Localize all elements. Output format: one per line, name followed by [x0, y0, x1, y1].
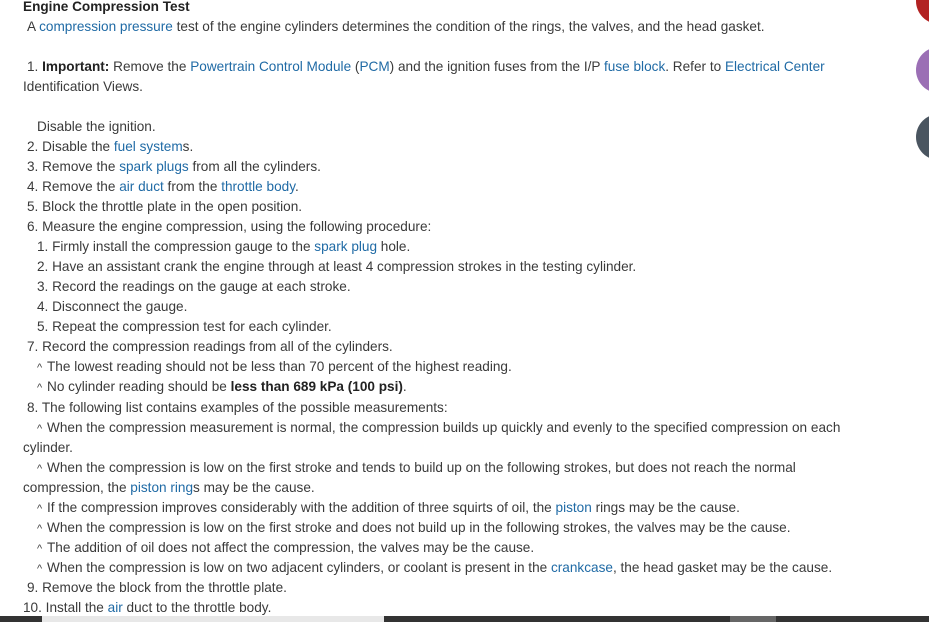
step-text: 3. Remove the: [27, 159, 120, 174]
bullet-8b: [37, 458, 796, 479]
caret-icon: ^: [37, 543, 43, 555]
caret-icon: ^: [37, 362, 43, 374]
link-electrical-center[interactable]: Electrical Center: [724, 59, 825, 74]
intro-paragraph: [27, 17, 765, 37]
bullet-7b: [37, 377, 407, 398]
step-3: [27, 157, 321, 177]
bullet-text: If the compression improves considerably with the addition of three squirts of oil, the: [47, 500, 556, 515]
step-5: 5. Block the throttle plate in the open position.: [27, 199, 303, 214]
step-text: hole.: [377, 239, 411, 254]
link-spark-plug[interactable]: spark plug: [314, 239, 378, 254]
link-spark-plugs[interactable]: spark plugs: [119, 159, 189, 174]
link-powertrain-control-module[interactable]: Powertrain Control Module: [190, 59, 352, 74]
disable-ignition: Disable the ignition.: [37, 119, 156, 134]
bullet-text: No cylinder reading should be: [47, 379, 231, 394]
step-text: 2. Disable the: [27, 139, 114, 154]
bottom-scrollbar[interactable]: [0, 616, 929, 622]
step-8: 8. The following list contains examples of the possible measurements:: [27, 400, 448, 415]
step-2: [27, 137, 193, 157]
bullet-8d: [37, 518, 791, 539]
step-text: .: [295, 179, 299, 194]
bold-value: less than 689 kPa (100 psi): [230, 379, 403, 394]
bullet-text: .: [402, 379, 407, 394]
step-text: Remove the: [109, 59, 191, 74]
link-throttle-body[interactable]: throttle body: [221, 179, 295, 194]
step-1: [27, 57, 825, 77]
link-crankcase[interactable]: crankcase: [550, 560, 613, 575]
substep-5: 5. Repeat the compression test for each cylinder.: [37, 319, 332, 334]
step-text: duct to the throttle body.: [122, 600, 272, 615]
step-number: 1.: [27, 59, 43, 74]
step-4: [27, 177, 299, 197]
page-title: Engine Compression Test: [23, 0, 190, 14]
caret-icon: ^: [37, 423, 43, 435]
caret-icon: ^: [37, 503, 43, 515]
link-compression-pressure[interactable]: compression pressure: [39, 19, 173, 34]
bullet-8e: [37, 538, 534, 559]
link-air[interactable]: air: [107, 600, 123, 615]
bullet-8c: [37, 498, 740, 519]
link-fuel-system[interactable]: fuel system: [113, 139, 183, 154]
bullet-text: rings may be the cause.: [591, 500, 740, 515]
bullet-text: compression, the: [23, 480, 131, 495]
bullet-text: When the compression is low on two adjacent cylinders, or coolant is present in the: [47, 560, 551, 575]
caret-icon: ^: [37, 563, 43, 575]
link-piston-ring[interactable]: piston ring: [130, 480, 194, 495]
substep-2: 2. Have an assistant crank the engine through at least 4 compression strokes in the testing cylinder.: [37, 259, 637, 274]
bullet-8b-continued: [23, 478, 315, 498]
scrollbar-segment: [730, 616, 776, 622]
link-piston[interactable]: piston: [555, 500, 592, 515]
intro-text-rest: test of the engine cylinders determines the condition of the rings, the valves, and the head gasket.: [172, 19, 765, 34]
bullet-text: When the compression measurement is normal, the compression builds up quickly and evenly to the specified compression on each: [47, 420, 841, 435]
intro-text: A: [27, 19, 40, 34]
step-text: from all the cylinders.: [188, 159, 321, 174]
bullet-text: The addition of oil does not affect the compression, the valves may be the cause.: [47, 540, 535, 555]
important-label: Important:: [42, 59, 110, 74]
step-text: 1. Firmly install the compression gauge to the: [37, 239, 315, 254]
bullet-text: s may be the cause.: [193, 480, 315, 495]
caret-icon: ^: [37, 523, 43, 535]
step-text: (: [351, 59, 360, 74]
step-10: [23, 598, 271, 618]
link-fuse-block[interactable]: fuse block: [604, 59, 666, 74]
bullet-8a-continued: cylinder.: [23, 440, 73, 455]
step-text: ) and the ignition fuses from the I/P: [389, 59, 605, 74]
share-button-purple[interactable]: [916, 47, 929, 93]
step-text: s.: [182, 139, 194, 154]
link-pcm[interactable]: PCM: [359, 59, 390, 74]
substep-3: 3. Record the readings on the gauge at each stroke.: [37, 279, 351, 294]
step-6: 6. Measure the engine compression, using the following procedure:: [27, 219, 432, 234]
step-9: 9. Remove the block from the throttle plate.: [27, 580, 287, 595]
caret-icon: ^: [37, 382, 43, 394]
bullet-text: When the compression is low on the first stroke and does not build up in the following strokes, the valves may be the cause.: [47, 520, 791, 535]
substep-4: 4. Disconnect the gauge.: [37, 299, 188, 314]
share-button-red[interactable]: [916, 0, 929, 24]
link-air-duct[interactable]: air duct: [119, 179, 164, 194]
bullet-text: , the head gasket may be the cause.: [612, 560, 833, 575]
step-7: 7. Record the compression readings from all of the cylinders.: [27, 339, 393, 354]
bullet-8f: [37, 558, 832, 579]
caret-icon: ^: [37, 463, 43, 475]
share-button-dark[interactable]: [916, 114, 929, 160]
step-text: 4. Remove the: [27, 179, 120, 194]
bullet-8a: [37, 418, 840, 439]
step-text: from the: [163, 179, 222, 194]
bullet-text: The lowest reading should not be less than 70 percent of the highest reading.: [47, 359, 512, 374]
step-text: 10. Install the: [23, 600, 108, 615]
step-text: . Refer to: [665, 59, 725, 74]
bullet-text: When the compression is low on the first stroke and tends to build up on the following strokes, but does not reach the normal: [47, 460, 796, 475]
scrollbar-thumb[interactable]: [42, 616, 384, 622]
substep-1: [37, 237, 410, 257]
step-1-continued: Identification Views.: [23, 79, 143, 94]
bullet-7a: [37, 357, 512, 378]
